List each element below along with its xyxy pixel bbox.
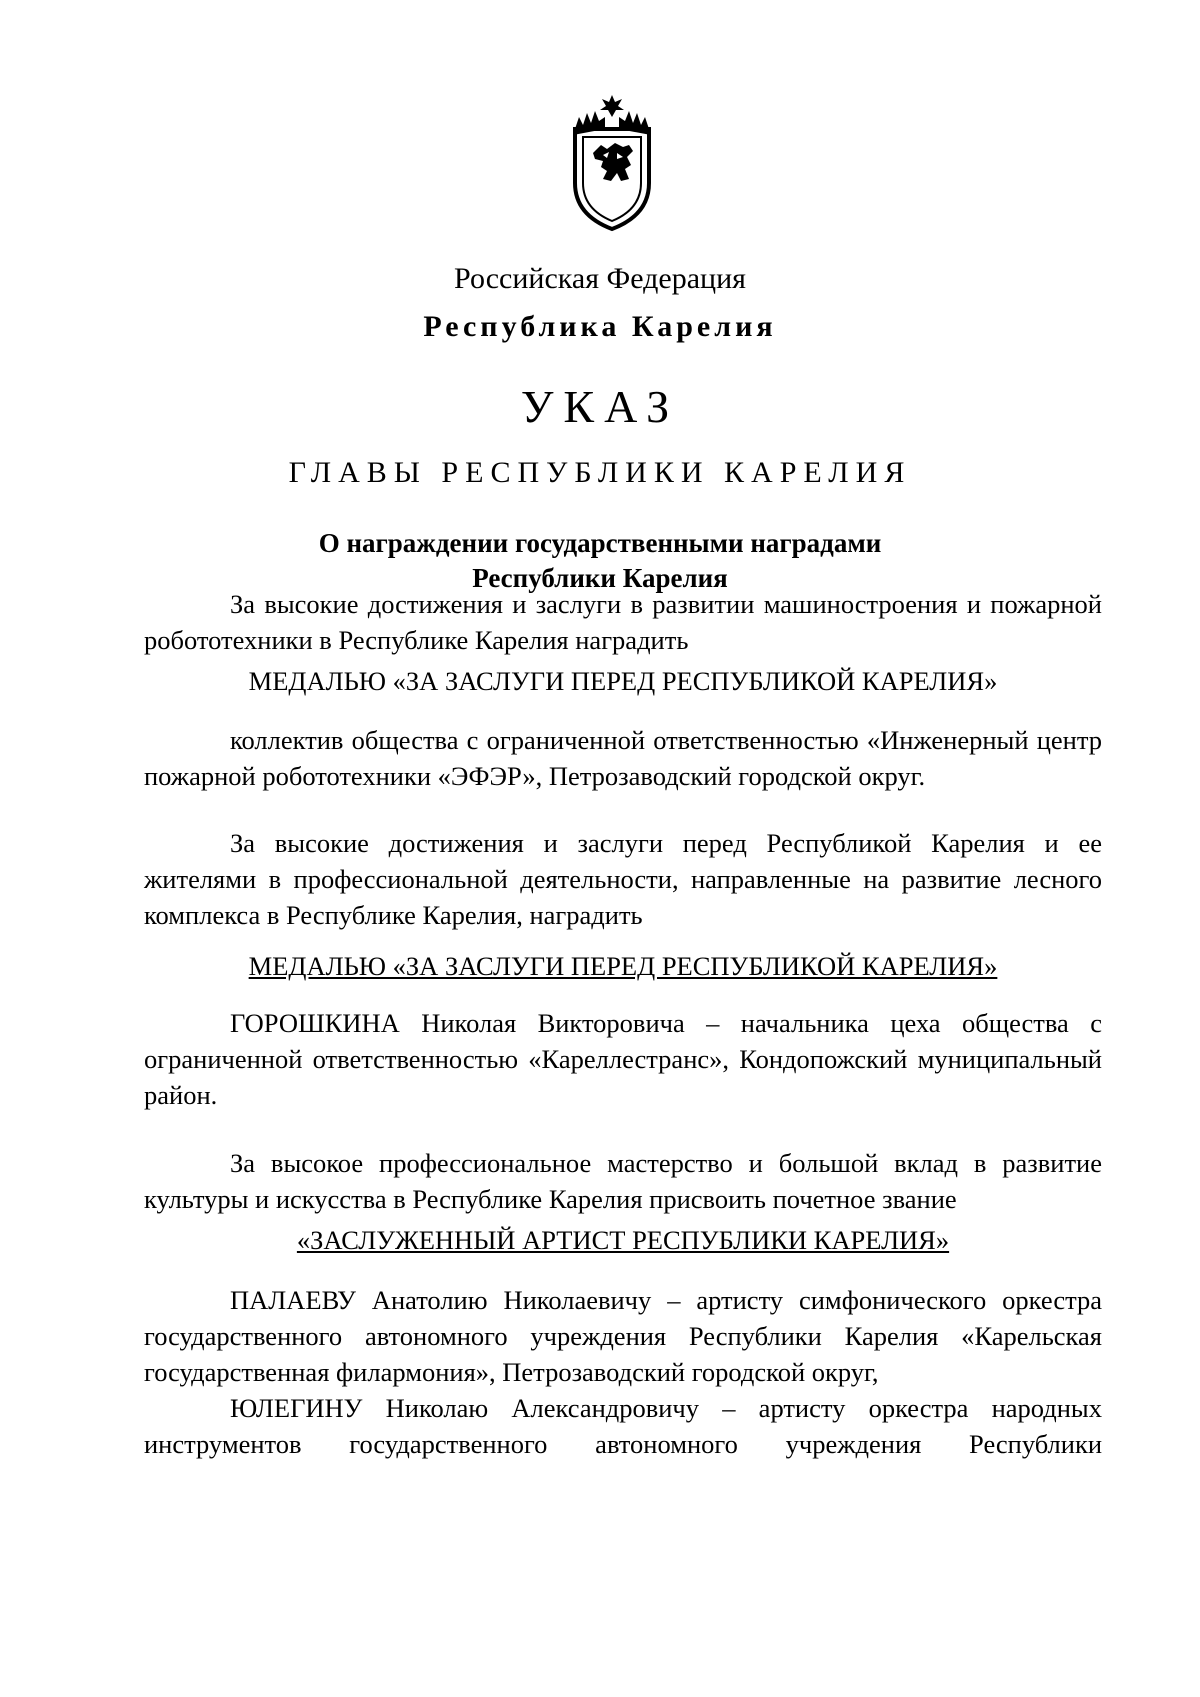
section-1-award: МЕДАЛЬЮ «ЗА ЗАСЛУГИ ПЕРЕД РЕСПУБЛИКОЙ КАРЕЛИЯ» <box>248 666 998 696</box>
section-3-reason: За высокое профессиональное мастерство и большой вклад в развитие культуры и искусства в Республике Карелия присвоить почетное звание <box>144 1148 1102 1214</box>
subject-line-2: Республики Карелия <box>472 563 728 593</box>
subject-line-1: О награждении государственными наградами <box>318 528 882 558</box>
section-3-recipient-2: ЮЛЕГИНУ Николаю Александровичу – артисту оркестра народных инструментов государственного автономного учреждения Республики <box>144 1393 1102 1459</box>
coat-of-arms-icon <box>567 95 657 232</box>
document-type: УКАЗ <box>520 381 680 432</box>
section-3-award: «ЗАСЛУЖЕННЫЙ АРТИСТ РЕСПУБЛИКИ КАРЕЛИЯ» <box>296 1225 950 1255</box>
section-2-reason: За высокие достижения и заслуги перед Республикой Карелия и ее жителями в профессиональной деятельности, направленные на развитие лесного комплекса в Республике Карелия, наградить <box>144 828 1102 930</box>
section-1-recipient: коллектив общества с ограниченной ответственностью «Инженерный центр пожарной робототехники «ЭФЭР», Петрозаводский городской округ. <box>144 725 1102 791</box>
republic-title: Республика Карелия <box>423 310 777 343</box>
section-2-award: МЕДАЛЬЮ «ЗА ЗАСЛУГИ ПЕРЕД РЕСПУБЛИКОЙ КАРЕЛИЯ» <box>248 951 998 981</box>
federation-title: Российская Федерация <box>454 262 746 295</box>
section-2-recipient: ГОРОШКИНА Николая Викторовича – начальника цеха общества с ограниченной ответственностью «Кареллестранс», Кондопожский муниципальный район. <box>144 1008 1102 1110</box>
issuer-title: ГЛАВЫ РЕСПУБЛИКИ КАРЕЛИЯ <box>288 456 912 489</box>
section-3-recipient-1: ПАЛАЕВУ Анатолию Николаевичу – артисту симфонического оркестра государственного автономного учреждения Республики Карелия «Карельская государственная филармония», Петрозаводский городской округ, <box>144 1285 1102 1387</box>
section-1-reason: За высокие достижения и заслуги в развитии машиностроения и пожарной робототехники в Республике Карелия наградить <box>144 589 1102 655</box>
